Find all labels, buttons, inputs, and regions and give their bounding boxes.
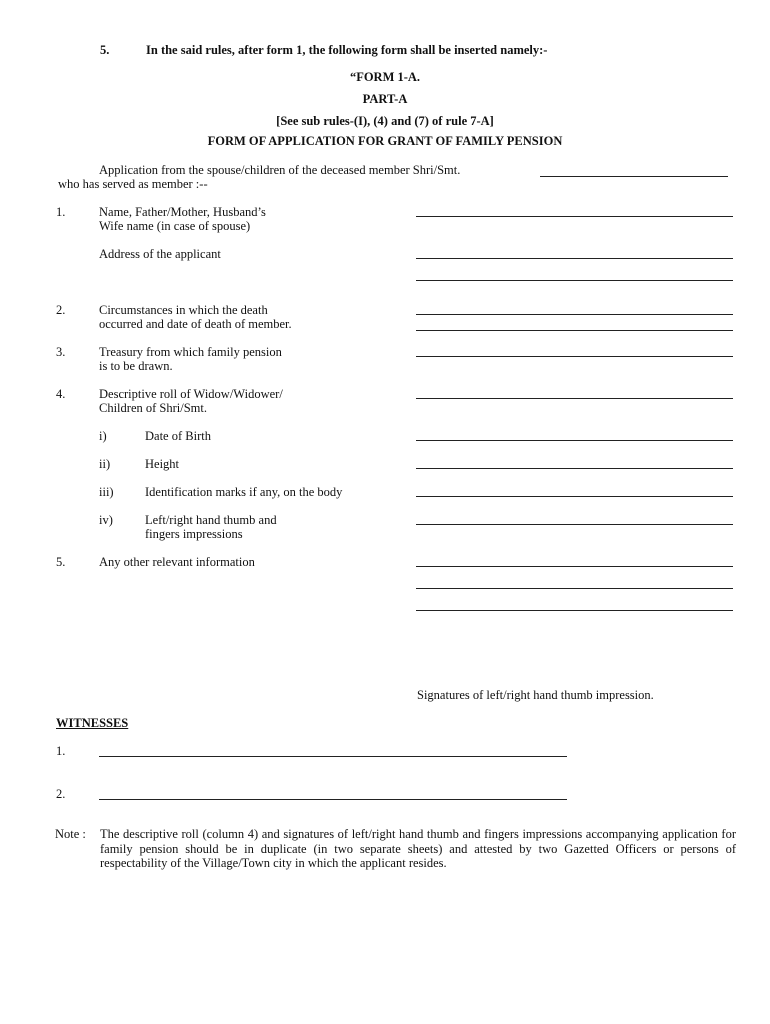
item-number: 2.: [56, 303, 66, 317]
other-info-field-3[interactable]: [416, 610, 733, 611]
application-line-2: who has served as member :--: [58, 177, 208, 191]
witnesses-heading: WITNESSES: [56, 716, 129, 730]
subitem-label: Height: [145, 457, 180, 471]
form-heading: FORM OF APPLICATION FOR GRANT OF FAMILY PENSION: [207, 134, 563, 148]
witness-2-field[interactable]: [99, 799, 567, 800]
address-label: Address of the applicant: [99, 247, 221, 261]
item-number: 4.: [56, 387, 66, 401]
application-line-1: Application from the spouse/children of the deceased member Shri/Smt.: [99, 163, 461, 177]
item-label: occurred and date of death of member.: [99, 317, 292, 331]
item-label: Any other relevant information: [99, 555, 255, 569]
death-circumstances-field-2[interactable]: [416, 330, 733, 331]
item-label: Descriptive roll of Widow/Widower/: [99, 387, 283, 401]
name-field[interactable]: [416, 216, 733, 217]
witness-1-field[interactable]: [99, 756, 567, 757]
other-info-field-1[interactable]: [416, 566, 733, 567]
part-heading: PART-A: [362, 92, 408, 106]
thumb-impression-field[interactable]: [416, 524, 733, 525]
other-info-field-2[interactable]: [416, 588, 733, 589]
witness-number: 2.: [56, 787, 66, 801]
subitem-number: i): [99, 429, 107, 443]
subitem-label: Identification marks if any, on the body: [145, 485, 343, 499]
item-label: Wife name (in case of spouse): [99, 219, 251, 233]
member-name-field[interactable]: [540, 176, 728, 177]
identification-marks-field[interactable]: [416, 496, 733, 497]
item-label: Circumstances in which the death: [99, 303, 268, 317]
descriptive-roll-field[interactable]: [416, 398, 733, 399]
address-field-line-1[interactable]: [416, 258, 733, 259]
item-label: Name, Father/Mother, Husband’s: [99, 205, 266, 219]
treasury-field[interactable]: [416, 356, 733, 357]
form-title: “FORM 1-A.: [349, 70, 421, 84]
section-intro: In the said rules, after form 1, the following form shall be inserted namely:-: [146, 43, 548, 57]
address-field-line-2[interactable]: [416, 280, 733, 281]
note-text: The descriptive roll (column 4) and signatures of left/right hand thumb and fingers impressions accompanying application for family pension should be in duplicate (in two separate sheets) and attested by two Gazetted Officers or persons of respectability of the Village/Town city in which the applicant resides.: [100, 827, 736, 870]
item-label: is to be drawn.: [99, 359, 173, 373]
subitem-label: Date of Birth: [145, 429, 211, 443]
note-label: Note :: [55, 827, 86, 841]
subitem-label: fingers impressions: [145, 527, 243, 541]
subitem-label: Left/right hand thumb and: [145, 513, 277, 527]
section-number: 5.: [100, 43, 110, 57]
item-label: Treasury from which family pension: [99, 345, 282, 359]
signature-caption: Signatures of left/right hand thumb impression.: [417, 688, 654, 702]
witness-number: 1.: [56, 744, 66, 758]
rule-reference: [See sub rules-(I), (4) and (7) of rule 7-A]: [276, 114, 494, 128]
height-field[interactable]: [416, 468, 733, 469]
item-number: 1.: [56, 205, 66, 219]
date-of-birth-field[interactable]: [416, 440, 733, 441]
item-number: 3.: [56, 345, 66, 359]
subitem-number: ii): [99, 457, 111, 471]
death-circumstances-field-1[interactable]: [416, 314, 733, 315]
item-number: 5.: [56, 555, 66, 569]
item-label: Children of Shri/Smt.: [99, 401, 207, 415]
subitem-number: iv): [99, 513, 113, 527]
subitem-number: iii): [99, 485, 114, 499]
